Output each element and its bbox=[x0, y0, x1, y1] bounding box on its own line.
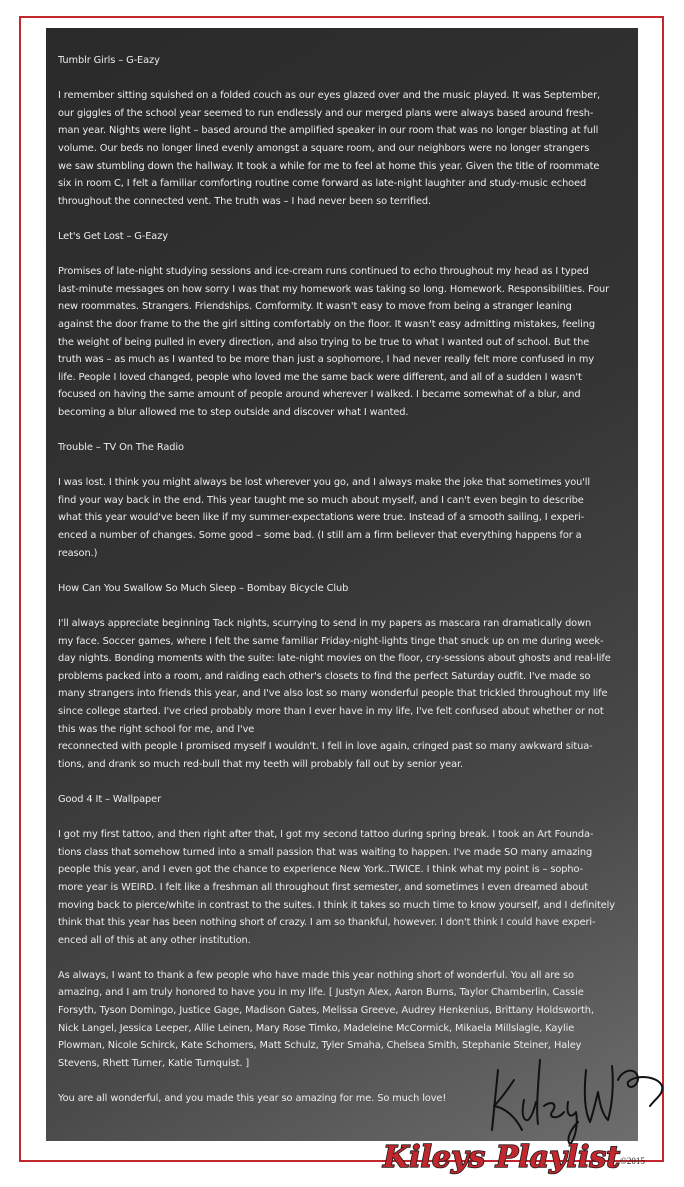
paragraph-line: this was the right school for me, and I've bbox=[58, 723, 255, 735]
paragraph-line: volume. Our beds no longer lined evenly amongst a square room, and our neighbors were no longer strangers bbox=[58, 142, 590, 154]
paragraph-line: man year. Nights were light – based around the amplified speaker in our room that was no longer blasting at full bbox=[58, 125, 599, 137]
song-title: Good 4 It – Wallpaper bbox=[58, 793, 162, 805]
logo-text: Kileys Playlist bbox=[383, 1140, 621, 1175]
song-title: Tumblr Girls – G-Eazy bbox=[58, 55, 160, 66]
paragraph-line: You are all wonderful, and you made this year so amazing for me. So much love! bbox=[58, 1093, 447, 1105]
paragraph-line: think that this year has been nothing short of crazy. I am so thankful, however. I don't think I could have experi- bbox=[58, 917, 596, 929]
paragraph-line: the weight of being pulled in every direction, and also trying to be true to what I wanted out of school. But the bbox=[58, 336, 590, 348]
paragraph-line: our giggles of the school year seemed to run endlessly and our merged plans were always based around fresh- bbox=[58, 107, 594, 119]
paragraph-line: I got my first tattoo, and then right after that, I got my second tattoo during spring break. I took an Art Founda- bbox=[58, 829, 594, 841]
paragraph-line: last-minute messages on how sorry I was that my homework was taking so long. Homework. Responsibilities. Four bbox=[58, 283, 610, 295]
handwritten-signature bbox=[486, 1040, 684, 1150]
song-title: How Can You Swallow So Much Sleep – Bombay Bicycle Club bbox=[58, 582, 349, 594]
song-title: Trouble – TV On The Radio bbox=[58, 442, 184, 454]
paragraph-line: Nick Langel, Jessica Leeper, Allie Leinen, Mary Rose Timko, Madeleine McCormick, Mikaela Millslagle, Kaylie bbox=[58, 1022, 575, 1034]
paragraph-line: what this year would've been like if my summer-expectations were true. Instead of a smooth sailing, I experi- bbox=[58, 512, 585, 524]
paragraph-line: Plowman, Nicole Schirck, Kate Schomers, Matt Schulz, Tyler Smaha, Chelsea Smith, Stephanie Steiner, Haley bbox=[58, 1040, 582, 1052]
journal-paragraph bbox=[58, 615, 626, 773]
paragraph-line: day nights. Bonding moments with the suite: late-night movies on the floor, cry-sessions about ghosts and real-life bbox=[58, 653, 611, 665]
paragraph-line: amazing, and I am truly honored to have you in my life. [ Justyn Alex, Aaron Burns, Taylor Chamberlin, Cassie bbox=[58, 987, 584, 999]
paragraph-line: truth was – as much as I wanted to be more than just a sophomore, I had never really felt more confused in my bbox=[58, 354, 595, 366]
paragraph-line: enced all of this at any other institution. bbox=[58, 934, 251, 946]
paragraph-line: problems packed into a room, and raiding each other's closets to find the perfect Saturday outfit. I've made so bbox=[58, 670, 591, 682]
journal-paragraph bbox=[58, 87, 626, 210]
paragraph-line: against the door frame to the the girl sitting comfortably on the floor. It wasn't easy admitting mistakes, feeling bbox=[58, 318, 596, 330]
paragraph-line: reason.) bbox=[58, 547, 98, 559]
journal-paragraph bbox=[58, 474, 626, 562]
paragraph-line: tions class that somehow turned into a small passion that was waiting to happen. I've made SO many amazing bbox=[58, 846, 593, 858]
journal-paragraph bbox=[58, 263, 626, 421]
paragraph-line: Promises of late-night studying sessions and ice-cream runs continued to echo throughout my head as I typed bbox=[58, 266, 589, 278]
paragraph-line: my face. Soccer games, where I felt the same familiar Friday-night-lights tinge that snuck up on me during week- bbox=[58, 635, 604, 647]
paragraph-line: more year is WEIRD. I felt like a freshman all throughout first semester, and sometimes I even dreamed about bbox=[58, 881, 588, 893]
song-title: Let's Get Lost – G-Eazy bbox=[58, 230, 168, 242]
paragraph-line: since college started. I've cried probably more than I ever have in my life, I've felt confused about whether or not bbox=[58, 705, 604, 717]
paragraph-line: I remember sitting squished on a folded couch as our eyes glazed over and the music played. It was September, bbox=[58, 90, 601, 102]
paragraph-line: people this year, and I even got the chance to experience New York..TWICE. I think what my point is – sopho- bbox=[58, 864, 583, 876]
paragraph-line: six in room C, I felt a familiar comforting routine come forward as late-night laughter and study-music echoed bbox=[58, 178, 587, 190]
playlist-panel bbox=[46, 28, 638, 1141]
paragraph-line: moving back to pierce/white in contrast to the suites. I think it takes so much time to know yourself, and I definitely bbox=[58, 899, 615, 911]
paragraph-line: becoming a blur allowed me to step outside and discover what I wanted. bbox=[58, 406, 409, 418]
journal-paragraph bbox=[58, 826, 626, 949]
copyright-notice: ©2015 bbox=[620, 1156, 645, 1166]
paragraph-line: many strangers into friends this year, and I've also lost so many wonderful people that trickled throughout my life bbox=[58, 688, 608, 700]
paragraph-line: tions, and drank so much red-bull that my teeth will probably fall out by senior year. bbox=[58, 758, 464, 770]
paragraph-line: As always, I want to thank a few people who have made this year nothing short of wonderful. You all are so bbox=[58, 969, 574, 981]
paragraph-line: reconnected with people I promised myself I wouldn't. I fell in love again, cringed past so many awkward situa- bbox=[58, 741, 593, 753]
paragraph-line: new roommates. Strangers. Friendships. Comformity. It wasn't easy to move from being a stranger leaning bbox=[58, 301, 572, 313]
paragraph-line: focused on having the same amount of people around wherever I walked. I became somewhat of a blur, and bbox=[58, 389, 581, 401]
paragraph-line: find your way back in the end. This year taught me so much about myself, and I can't even begin to describe bbox=[58, 494, 584, 506]
paragraph-line: Forsyth, Tyson Domingo, Justice Gage, Madison Gates, Melissa Greeve, Audrey Henkenius, Brittany Holdsworth, bbox=[58, 1005, 594, 1017]
paragraph-line: enced a number of changes. Some good – some bad. (I still am a firm believer that everything happens for a bbox=[58, 530, 582, 542]
paragraph-line: I'll always appreciate beginning Tack nights, scurrying to send in my papers as mascara ran dramatically down bbox=[58, 618, 592, 629]
playlist-content bbox=[58, 52, 626, 1108]
paragraph-line: we saw stumbling down the hallway. It took a while for me to feel at home this year. Given the title of roommate bbox=[58, 160, 600, 172]
paragraph-line: I was lost. I think you might always be lost wherever you go, and I always make the joke that sometimes you'll bbox=[58, 477, 591, 489]
paragraph-line: Stevens, Rhett Turner, Katie Turnquist. ] bbox=[58, 1057, 250, 1069]
kileys-playlist-logo bbox=[381, 1137, 621, 1177]
paragraph-line: throughout the connected vent. The truth was – I had never been so terrified. bbox=[58, 195, 432, 207]
paragraph-line: life. People I loved changed, people who loved me the same back were different, and all of a sudden I wasn't bbox=[58, 371, 582, 383]
